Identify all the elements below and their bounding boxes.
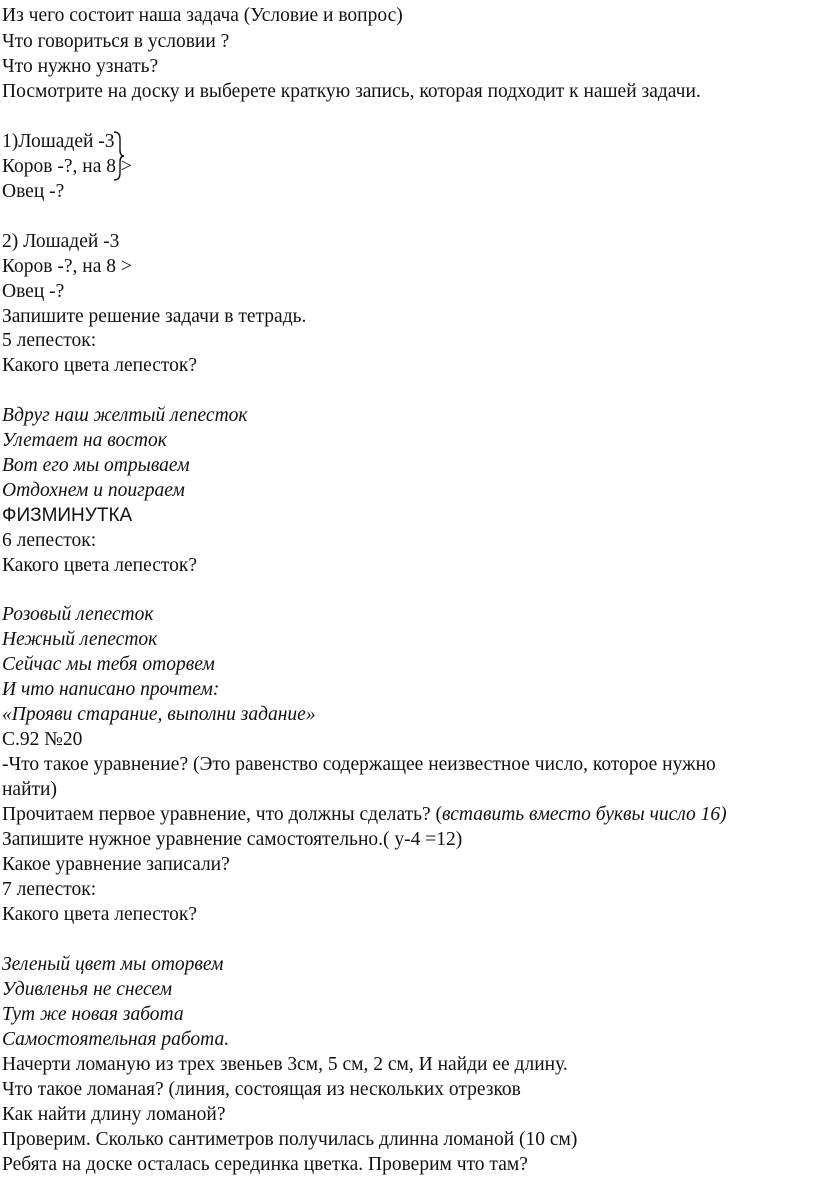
text-line: 2) Лошадей -3 xyxy=(2,231,120,252)
text-line: Какого цвета лепесток? xyxy=(2,555,198,576)
curly-brace-icon xyxy=(112,131,126,181)
poem-line: Отдохнем и поиграем xyxy=(2,480,185,501)
text-line: Запишите нужное уравнение самостоятельно.( у-4 =12) xyxy=(2,829,463,850)
text-line: -Что такое уравнение? (Это равенство содержащее неизвестное число, которое нужно xyxy=(2,754,716,775)
text-line: Какого цвета лепесток? xyxy=(2,355,198,376)
text-line: С.92 №20 xyxy=(2,729,83,750)
section-heading: ФИЗМИНУТКА xyxy=(2,505,133,526)
text-line: Что нужно узнать? xyxy=(2,56,159,77)
text-line: Какое уравнение записали? xyxy=(2,854,230,875)
text-line: Какого цвета лепесток? xyxy=(2,904,198,925)
text-line: 6 лепесток: xyxy=(2,530,97,551)
poem-line: Самостоятельная работа. xyxy=(2,1029,230,1050)
poem-line: Нежный лепесток xyxy=(2,629,158,650)
poem-line: Улетает на восток xyxy=(2,430,167,451)
poem-line: Зеленый цвет мы оторвем xyxy=(2,954,224,975)
poem-line: И что написано прочтем: xyxy=(2,679,220,700)
text-line: Посмотрите на доску и выберете краткую запись, которая подходит к нашей задачи. xyxy=(2,81,701,102)
text-line: 1)Лошадей -3 xyxy=(2,131,115,152)
text-line: Овец -? xyxy=(2,281,65,302)
text-line: 5 лепесток: xyxy=(2,330,97,351)
text-line xyxy=(2,803,727,827)
text-line: Ребята на доске осталась серединка цветка. Проверим что там? xyxy=(2,1154,528,1175)
text-line: Запишите решение задачи в тетрадь. xyxy=(2,306,307,327)
text-line: Проверим. Сколько сантиметров получилась длинна ломаной (10 см) xyxy=(2,1129,578,1150)
text-span: Прочитаем первое уравнение, что должны сделать? ( xyxy=(2,804,443,825)
text-line: 7 лепесток: xyxy=(2,879,97,900)
poem-line: «Прояви старание, выполни задание» xyxy=(2,704,316,725)
text-line: найти) xyxy=(2,779,57,800)
italic-answer: вставить вместо буквы число 16) xyxy=(442,804,727,825)
poem-line: Розовый лепесток xyxy=(2,604,154,625)
poem-line: Сейчас мы тебя оторвем xyxy=(2,654,215,675)
poem-line: Вот его мы отрываем xyxy=(2,455,190,476)
text-line: Из чего состоит наша задача (Условие и вопрос) xyxy=(2,5,403,26)
text-line: Что говориться в условии ? xyxy=(2,31,230,52)
text-line: Что такое ломаная? (линия, состоящая из нескольких отрезков xyxy=(2,1079,521,1100)
text-line: Как найти длину ломаной? xyxy=(2,1104,226,1125)
text-line: Коров -?, на 8 > xyxy=(2,156,132,177)
poem-line: Тут же новая забота xyxy=(2,1004,184,1025)
text-line: Овец -? xyxy=(2,181,65,202)
poem-line: Вдруг наш желтый лепесток xyxy=(2,405,248,426)
text-line: Коров -?, на 8 > xyxy=(2,256,132,277)
text-line: Начерти ломаную из трех звеньев 3см, 5 см, 2 см, И найди ее длину. xyxy=(2,1054,568,1075)
poem-line: Удивленья не снесем xyxy=(2,979,173,1000)
